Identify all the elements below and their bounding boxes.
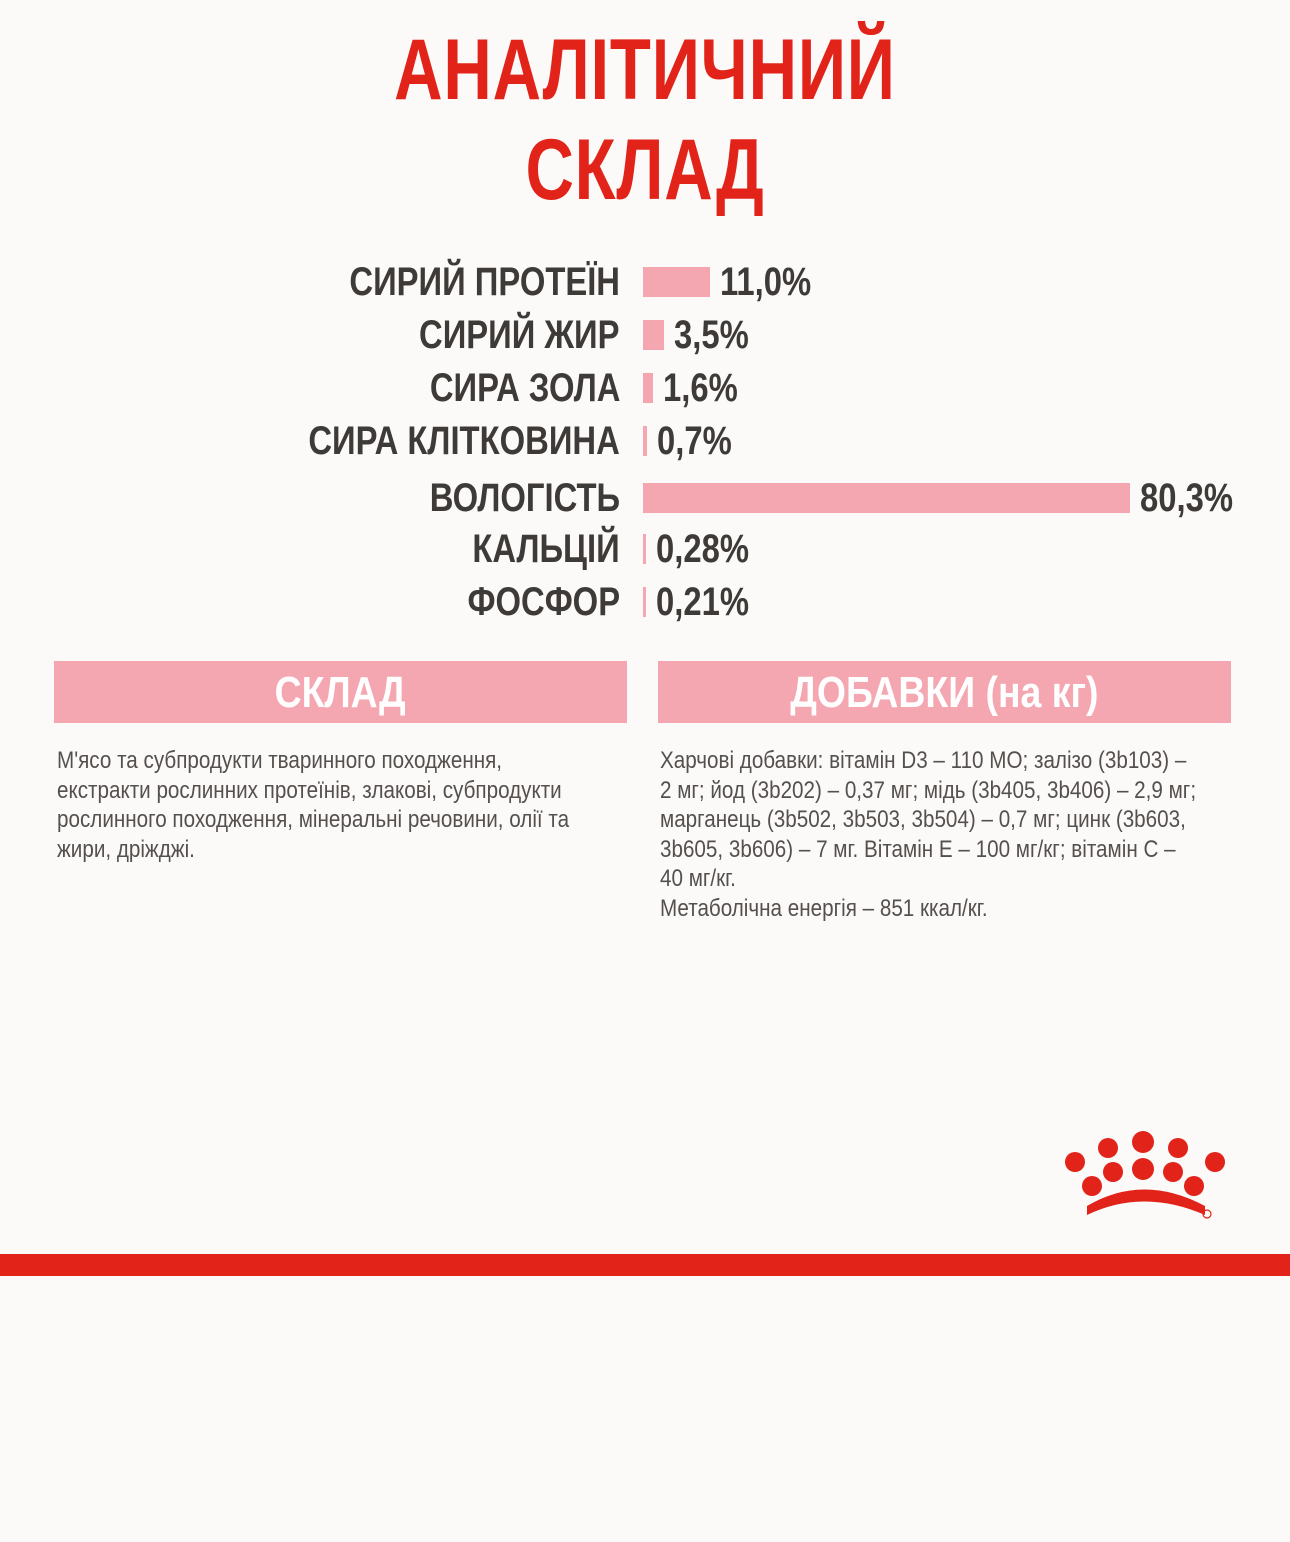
composition-header-label: СКЛАД (274, 668, 407, 717)
chart-row (0, 415, 1290, 467)
chart-value-label: 0,7% (657, 419, 732, 463)
chart-value-label: 11,0% (720, 260, 812, 304)
chart-category-label: СИРИЙ ПРОТЕЇН (349, 260, 620, 304)
composition-line: М'ясо та субпродукти тваринного походження, (57, 747, 503, 774)
chart-value-label: 0,21% (656, 580, 750, 624)
composition-header (54, 661, 627, 723)
chart-category-label: КАЛЬЦІЙ (472, 527, 620, 571)
chart-category-label: СИРА КЛІТКОВИНА (308, 419, 620, 463)
chart-row (0, 256, 1290, 308)
additives-header-label: ДОБАВКИ (на кг) (790, 668, 1099, 717)
chart-row (0, 576, 1290, 628)
chart-bar (643, 320, 664, 350)
additives-line: 40 мг/кг. (660, 865, 736, 892)
additives-line: марганець (3b502, 3b503, 3b504) – 0,7 мг; цинк (3b603, (660, 806, 1186, 833)
page-title-line1: АНАЛІТИЧНИЙ (394, 22, 896, 118)
chart-bar (643, 534, 646, 564)
chart-value-label: 1,6% (663, 366, 738, 410)
chart-bar (643, 483, 1130, 513)
chart-bar (643, 373, 653, 403)
royal-canin-crown-logo (1055, 1128, 1235, 1228)
additives-line: Харчові добавки: вітамін D3 – 110 МО; залізо (3b103) – (660, 747, 1187, 774)
composition-line: екстракти рослинних протеїнів, злакові, субпродукти (57, 776, 562, 804)
composition-text (57, 746, 617, 864)
chart-category-label: СИРА ЗОЛА (429, 366, 620, 410)
chart-row (0, 362, 1290, 414)
chart-row (0, 309, 1290, 361)
additives-line: Метаболічна енергія – 851 ккал/кг. (660, 894, 988, 922)
chart-category-label: ФОСФОР (467, 580, 620, 624)
composition-line: жири, дріжджі. (57, 835, 195, 863)
additives-line: 2 мг; йод (3b202) – 0,37 мг; мідь (3b405, 3b406) – 2,9 мг; (660, 776, 1197, 804)
chart-value-label: 80,3% (1140, 476, 1234, 520)
bottom-red-band (0, 1254, 1290, 1276)
additives-header (658, 661, 1231, 723)
chart-value-label: 0,28% (656, 527, 750, 571)
chart-value-label: 3,5% (674, 313, 749, 357)
chart-category-label: СИРИЙ ЖИР (419, 313, 620, 357)
additives-line: 3b605, 3b606) – 7 мг. Вітамін Е – 100 мг/кг; вітамін С – (660, 835, 1176, 863)
chart-row (0, 523, 1290, 575)
additives-text (660, 746, 1220, 923)
chart-row (0, 472, 1290, 524)
chart-category-label: ВОЛОГІСТЬ (429, 476, 620, 520)
chart-bar (643, 587, 646, 617)
chart-bar (643, 267, 710, 297)
page-title-line2: СКЛАД (525, 122, 765, 218)
chart-bar (643, 426, 647, 456)
composition-line: рослинного походження, мінеральні речовини, олії та (57, 806, 570, 833)
